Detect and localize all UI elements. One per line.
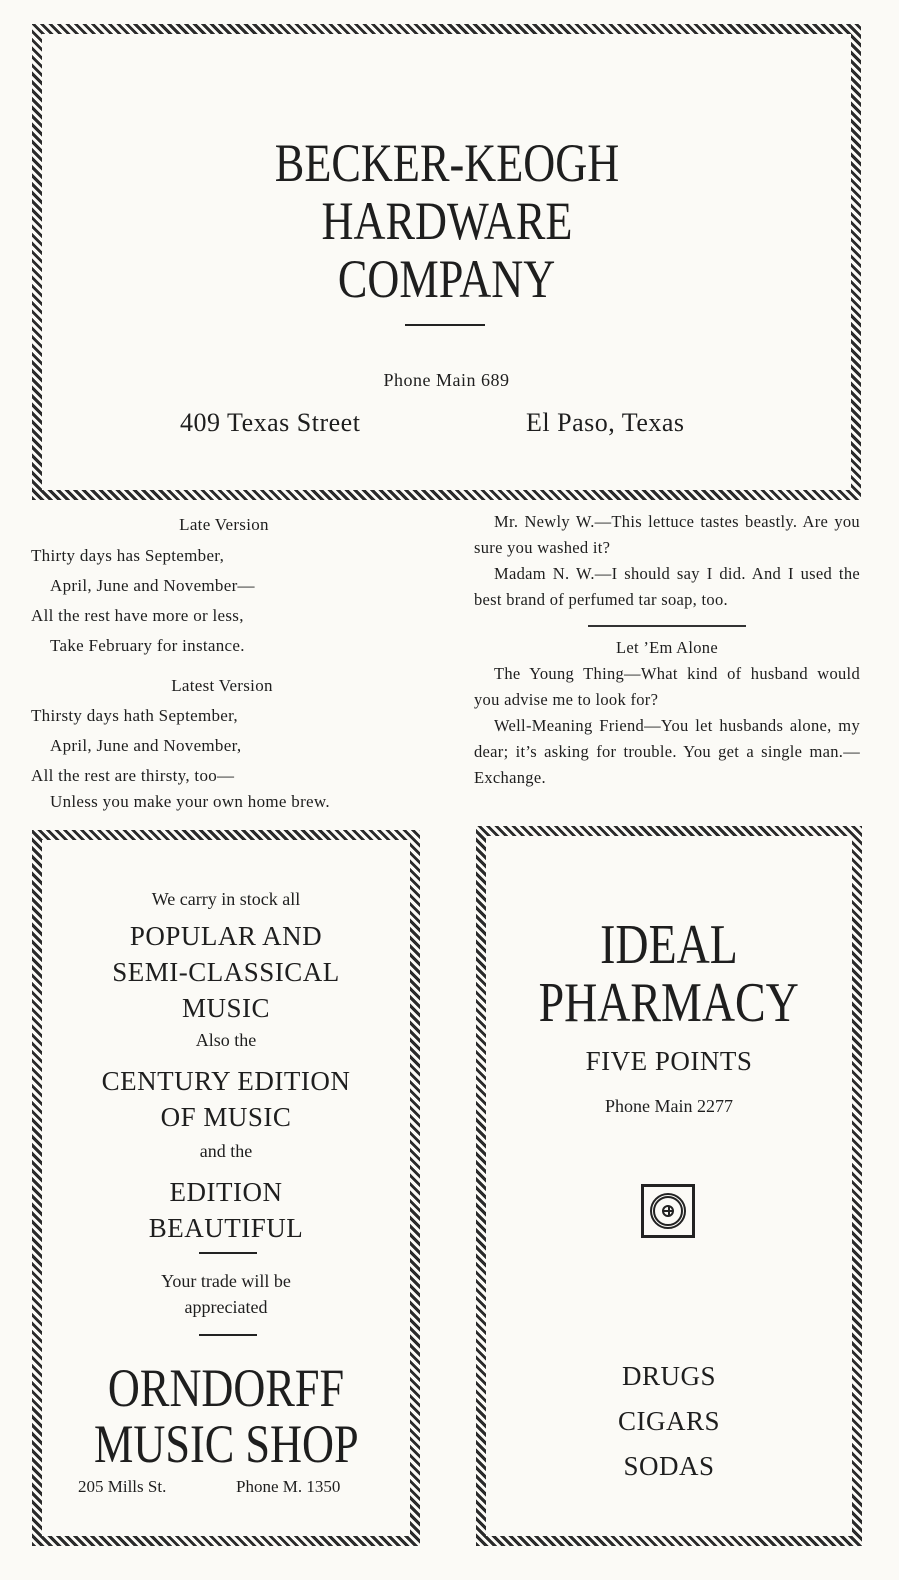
becker-address: 409 Texas Street [180,408,361,437]
music-line2: SEMI-CLASSICAL [112,957,340,987]
music-address: 205 Mills St. [78,1477,167,1496]
music-divider-1 [199,1252,257,1254]
joke2-title: Let ’Em Alone [616,637,718,657]
music-trade [42,1268,410,1320]
pharmacy-item-drugs: DRUGS [621,1361,717,1391]
pharmacy-name [486,916,852,1032]
poem-late-line: Thirty days has September, [31,546,225,565]
becker-name-line2: HARDWARE [321,191,572,251]
jokes-column [474,509,860,791]
music-shop-name [42,1360,410,1472]
music-genres [42,918,410,1026]
pharmacy-name-line1: IDEAL [600,914,738,976]
music-shop-line1: ORNDORFF [107,1358,345,1418]
music-line7: BEAUTIFUL [148,1213,304,1243]
becker-keogh-ad [32,24,861,500]
poem-latest-line: All the rest are thirsty, too— [31,766,235,785]
becker-name [42,134,851,308]
music-edition [42,1174,410,1246]
ideal-pharmacy-ad [476,826,862,1546]
music-intro: We carry in stock all [151,889,301,909]
music-line3: MUSIC [181,993,271,1023]
music-trade-line1: Your trade will be [161,1271,291,1291]
music-line1: POPULAR AND [129,921,323,951]
music-line5: OF MUSIC [160,1102,292,1132]
joke2-paragraph1: The Young Thing—What kind of husband would you advise me to look for? [474,663,860,709]
orndorff-music-ad [32,830,420,1546]
pharmacy-location: FIVE POINTS [585,1046,753,1076]
becker-divider [405,324,485,326]
music-line6: EDITION [169,1177,283,1207]
music-divider-2 [199,1334,257,1336]
becker-phone: Phone Main 689 [383,370,510,390]
poem-late-line: April, June and November— [50,576,255,595]
joke1-paragraph2: Madam N. W.—I should say I did. And I used the best brand of perfumed tar soap, too. [474,564,860,609]
becker-city: El Paso, Texas [526,408,685,437]
becker-name-line1: BECKER-KEOGH [274,133,619,193]
pharmacy-name-line2: PHARMACY [538,972,800,1034]
music-century [42,1063,410,1135]
pharmacy-item-sodas: SODAS [623,1451,715,1481]
poem-latest-line: April, June and November, [50,736,242,755]
pharmacy-phone: Phone Main 2277 [605,1096,733,1116]
poem-late-line: Take February for instance. [50,636,245,655]
music-and-the: and the [199,1141,253,1161]
poem-late-line: All the rest have more or less, [31,606,244,625]
pharmacy-logo-icon [641,1184,695,1238]
music-shop-line2: MUSIC SHOP [93,1414,359,1474]
poem-latest-line: Thirsty days hath September, [31,706,238,725]
becker-name-line3: COMPANY [337,249,556,309]
poem-title-latest: Latest Version [171,676,273,695]
joke1-paragraph1: Mr. Newly W.—This lettuce tastes beastly. Are you sure you washed it? [474,512,860,557]
pharmacy-item-cigars: CIGARS [617,1406,721,1436]
pharmacy-products [486,1354,852,1489]
music-trade-line2: appreciated [184,1297,268,1317]
music-also: Also the [195,1030,257,1050]
poem-title-late: Late Version [179,515,269,534]
music-phone: Phone M. 1350 [236,1477,341,1496]
jokes-divider [588,625,746,627]
poem-latest-line: Unless you make your own home brew. [50,792,330,811]
music-line4: CENTURY EDITION [101,1066,351,1096]
joke2-paragraph2: Well-Meaning Friend—You let husbands alone, my dear; it’s asking for trouble. You get a single man.—Exchange. [474,715,860,787]
